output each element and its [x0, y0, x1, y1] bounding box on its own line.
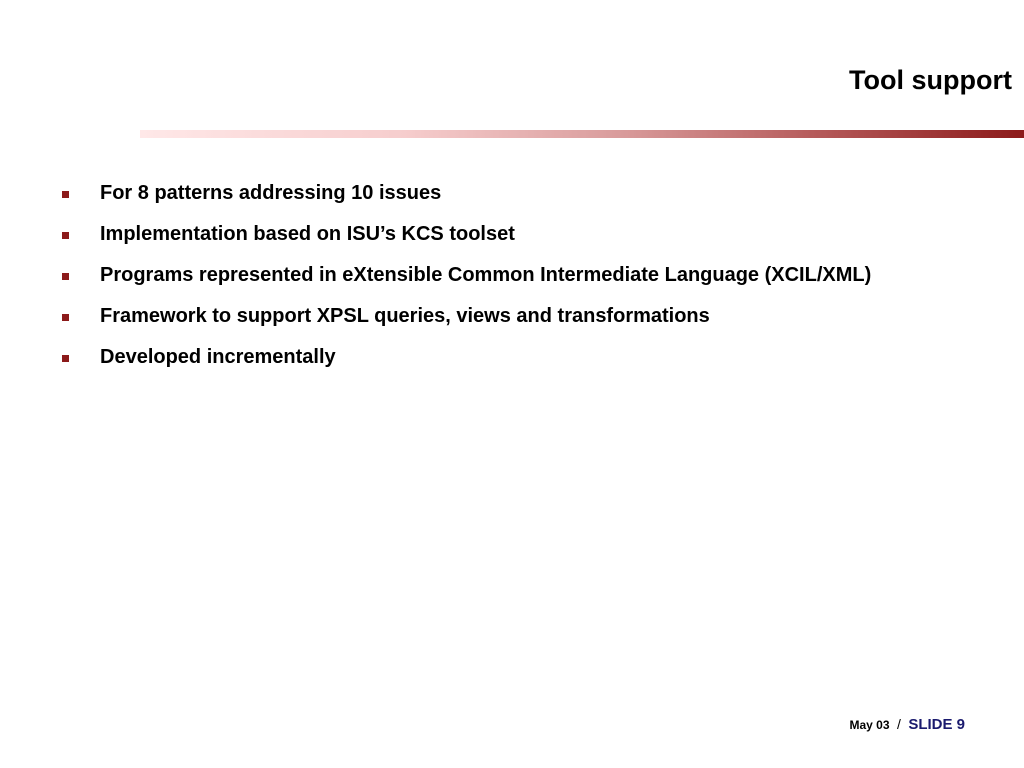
square-bullet-icon — [62, 314, 69, 321]
bullet-item — [62, 303, 871, 344]
bullet-item — [62, 262, 871, 303]
square-bullet-icon — [62, 191, 69, 198]
bullet-item — [62, 221, 871, 262]
footer-separator: / — [896, 716, 901, 732]
bullet-text: For 8 patterns addressing 10 issues — [100, 182, 442, 204]
slide-number: SLIDE 9 — [908, 716, 965, 733]
bullet-item — [62, 180, 871, 221]
bullet-text: Framework to support XPSL queries, views and transformations — [100, 305, 710, 327]
square-bullet-icon — [62, 355, 69, 362]
footer-date: May 03 — [849, 718, 890, 732]
slide-title: Tool support — [849, 65, 1012, 95]
title-underline-rule — [140, 130, 1024, 138]
bullet-list — [62, 180, 871, 385]
square-bullet-icon — [62, 273, 69, 280]
square-bullet-icon — [62, 232, 69, 239]
bullet-item — [62, 344, 871, 385]
bullet-text: Programs represented in eXtensible Common Intermediate Language (XCIL/XML) — [100, 264, 872, 286]
slide-footer — [849, 714, 965, 735]
bullet-text: Developed incrementally — [100, 346, 336, 368]
bullet-text: Implementation based on ISU’s KCS toolset — [100, 223, 515, 245]
